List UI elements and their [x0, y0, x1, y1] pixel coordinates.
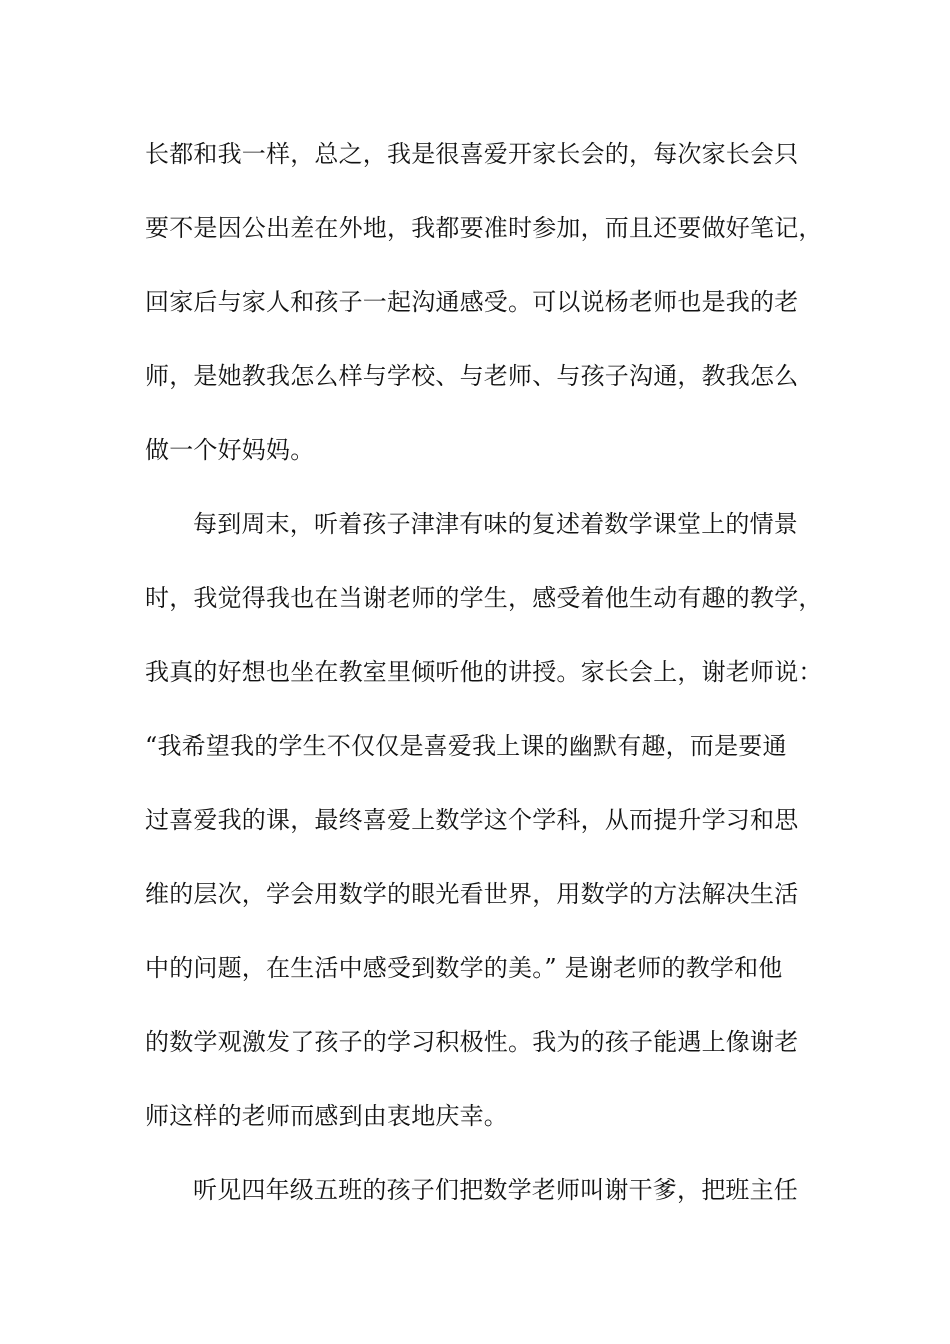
text-line: 过喜爱我的课，最终喜爱上数学这个学科，从而提升学习和思 [145, 806, 799, 834]
text-line: 时，我觉得我也在当谢老师的学生，感受着他生动有趣的教学， [145, 584, 823, 612]
text-line: 我真的好想也坐在教室里倾听他的讲授。家长会上，谢老师说： [145, 658, 823, 686]
text-line: 回家后与家人和孩子一起沟通感受。可以说杨老师也是我的老 [145, 288, 799, 316]
text-line: 长都和我一样，总之，我是很喜爱开家长会的，每次家长会只 [145, 140, 799, 168]
text-line: “我希望我的学生不仅仅是喜爱我上课的幽默有趣，而是要通 [145, 732, 787, 760]
text-line: 师这样的老师而感到由衷地庆幸。 [145, 1102, 508, 1130]
paragraph-start-line: 每到周末，听着孩子津津有味的复述着数学课堂上的情景 [193, 510, 798, 538]
text-line: 要不是因公出差在外地，我都要准时参加，而且还要做好笔记， [145, 214, 823, 242]
text-line: 中的问题，在生活中感受到数学的美。” 是谢老师的教学和他 [145, 954, 783, 982]
text-line: 维的层次，学会用数学的眼光看世界，用数学的方法解决生活 [145, 880, 799, 908]
text-line: 师，是她教我怎么样与学校、与老师、与孩子沟通，教我怎么 [145, 362, 799, 390]
text-line: 做一个好妈妈。 [145, 436, 315, 464]
text-line: 的数学观激发了孩子的学习积极性。我为的孩子能遇上像谢老 [145, 1028, 799, 1056]
paragraph-start-line: 听见四年级五班的孩子们把数学老师叫谢干爹，把班主任 [193, 1176, 798, 1204]
